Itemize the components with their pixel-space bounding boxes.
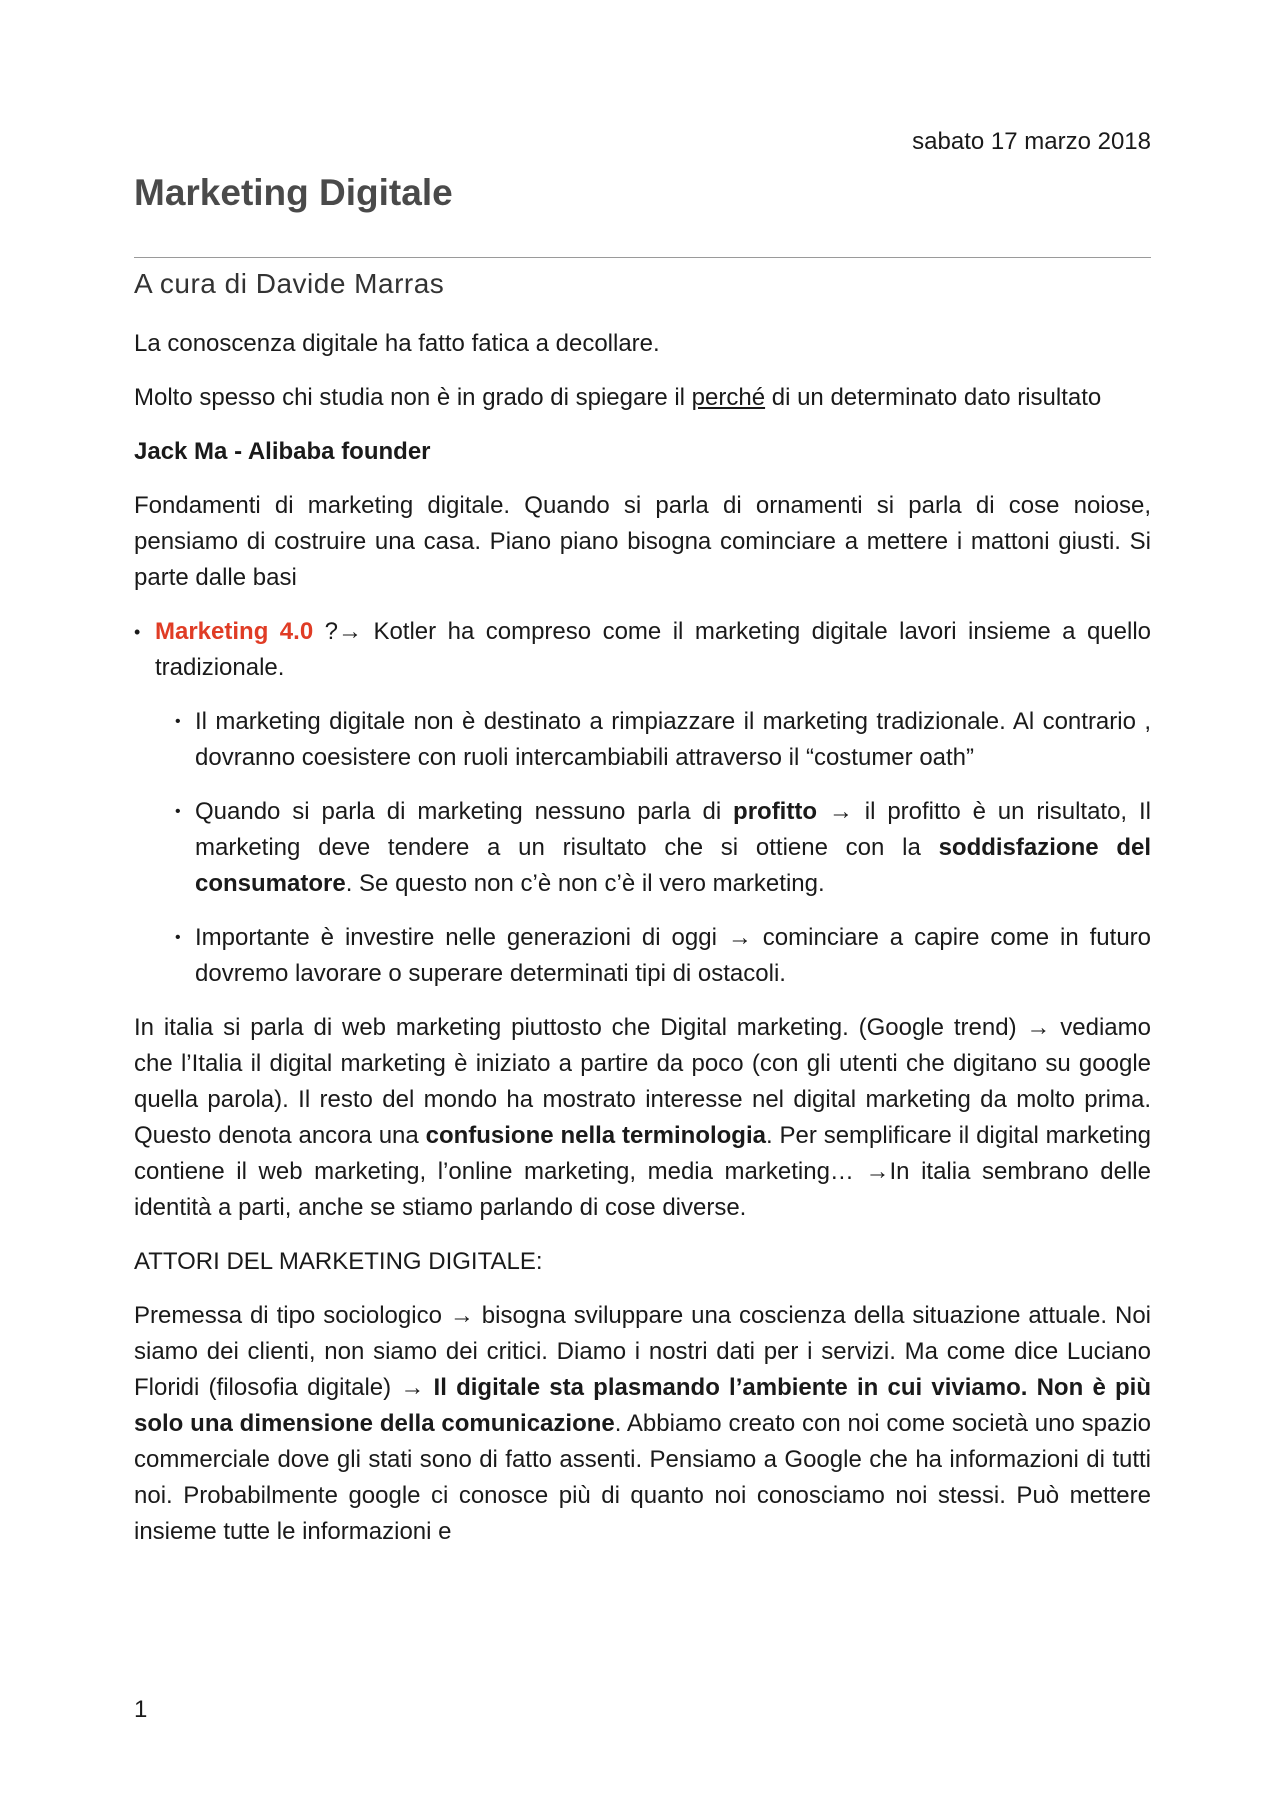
document-body	[134, 326, 1151, 1568]
list-item-text: ?→ Kotler ha compreso come il marketing digitale lavori insieme a quello tradizionale.	[155, 618, 1151, 681]
bold-text: soddisfazione del consumatore	[195, 834, 1152, 897]
sub-bullet-list	[155, 704, 1151, 992]
paragraph-text: In italia si parla di web marketing piuttosto che Digital marketing. (Google trend) → vediamo che l’Italia il digital marketing è iniziato a partire da poco (con gli utenti che digitano su google quella parola). Il resto del mondo ha mostrato interesse nel digital marketing da molto prima. Questo denota ancora una	[134, 1014, 1151, 1149]
section-heading: ATTORI DEL MARKETING DIGITALE:	[134, 1248, 543, 1275]
paragraph-text: Molto spesso chi studia non è in grado di spiegare il	[134, 384, 692, 411]
sub-list-item: • Importante è investire nelle generazioni di oggi → cominciare a capire come in futuro dovremo lavorare o superare determinati tipi di ostacoli.	[175, 920, 1151, 992]
bold-text: Il digitale sta plasmando l’ambiente in cui viviamo. Non è più solo una dimensione della comunicazione	[134, 1374, 1151, 1437]
list-item-text: . Se questo non c’è non c’è il vero marketing.	[345, 870, 825, 897]
bold-text: profitto	[733, 798, 817, 825]
paragraph-sociology	[134, 1298, 1151, 1550]
list-item	[134, 614, 1151, 992]
paragraph-study	[134, 380, 1151, 416]
sub-list-item: • Il marketing digitale non è destinato a rimpiazzare il marketing tradizionale. Al contrario , dovranno coesistere con ruoli intercambiabili attraverso il “costumer oath”	[175, 704, 1151, 776]
quote-author	[134, 434, 1151, 470]
author-name: Jack Ma - Alibaba founder	[134, 438, 431, 465]
list-item-text: → il profitto è un risultato, Il marketing deve tendere a un risultato che si ottiene con la	[195, 798, 1151, 861]
paragraph-intro: La conoscenza digitale ha fatto fatica a decollare.	[134, 330, 660, 357]
paragraph-web-marketing	[134, 1010, 1151, 1226]
document-title: Marketing Digitale	[134, 172, 453, 213]
paragraph-text: Premessa di tipo sociologico → bisogna sviluppare una coscienza della situazione attuale. Noi siamo dei clienti, non siamo dei critici. Diamo i nostri dati per i servizi. Ma come dice Luciano Floridi (filosofia digitale) →	[134, 1302, 1151, 1401]
sub-list-item	[175, 794, 1151, 902]
paragraph-text: . Per semplificare il digital marketing contiene il web marketing, l’online marketing, media marketing… →In italia sembrano delle identità a parti, anche se stiamo parlando di cose diverse.	[134, 1122, 1152, 1221]
document-date: sabato 17 marzo 2018	[912, 128, 1151, 155]
title-divider	[134, 257, 1151, 258]
document-subtitle: A cura di Davide Marras	[134, 268, 445, 299]
paragraph-text: . Abbiamo creato con noi come società uno spazio commerciale dove gli stati sono di fatto assenti. Pensiamo a Google che ha informazioni di tutti noi. Probabilmente google ci conosce più di quanto noi conosciamo noi stessi. Può mettere insieme tutte le informazioni e	[134, 1410, 1151, 1545]
paragraph-text: di un determinato dato risultato	[765, 384, 1102, 411]
bullet-list	[134, 614, 1151, 992]
highlight-marketing-4-0: Marketing 4.0	[155, 618, 314, 645]
page-number: 1	[134, 1696, 148, 1723]
paragraph-foundations: Fondamenti di marketing digitale. Quando si parla di ornamenti si parla di cose noiose, pensiamo di costruire una casa. Piano piano bisogna cominciare a mettere i mattoni giusti. Si parte dalle basi	[134, 492, 1151, 591]
bold-text: confusione nella terminologia	[425, 1122, 766, 1149]
underlined-word: perché	[691, 384, 766, 411]
list-item-text: Quando si parla di marketing nessuno parla di	[195, 798, 734, 825]
